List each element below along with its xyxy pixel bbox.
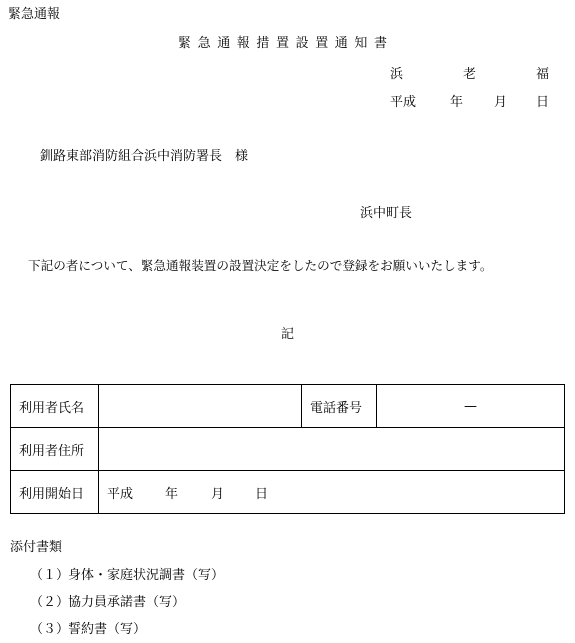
attachment-item bbox=[30, 623, 146, 636]
attachment-item bbox=[30, 596, 185, 609]
start-date-day-unit: 日 bbox=[255, 486, 269, 502]
addressee: 釧路東部消防組合浜中消防署長 様 bbox=[40, 149, 249, 164]
attachment-number: （１） bbox=[30, 568, 70, 583]
phone-label: 電話番号 bbox=[302, 385, 377, 428]
start-date-era: 平成 bbox=[107, 486, 134, 502]
document-title: 緊急通報措置設置通知書 bbox=[178, 36, 394, 51]
phone-field[interactable]: — bbox=[377, 385, 565, 428]
start-date-month-unit: 月 bbox=[211, 486, 225, 502]
attachment-number: （３） bbox=[30, 622, 70, 637]
issue-date-year-unit: 年 bbox=[450, 95, 464, 110]
sender: 浜中町長 bbox=[360, 206, 413, 221]
attachment-item bbox=[30, 569, 224, 582]
table-row-address bbox=[11, 428, 565, 471]
start-date-label: 利用開始日 bbox=[11, 471, 99, 514]
form-label: 緊急通報 bbox=[8, 7, 61, 22]
issuer-part-1: 浜 bbox=[390, 67, 404, 82]
table-row-start-date bbox=[11, 471, 565, 514]
attachment-text: 誓約書（写） bbox=[68, 622, 147, 637]
registration-table bbox=[10, 384, 565, 514]
attachment-number: （２） bbox=[30, 595, 70, 610]
table-row-user-name bbox=[11, 385, 565, 428]
issue-date-era: 平成 bbox=[390, 95, 417, 110]
attachments-heading: 添付書類 bbox=[10, 540, 63, 555]
address-label: 利用者住所 bbox=[11, 428, 99, 471]
start-date-year-unit: 年 bbox=[165, 486, 179, 502]
body-text: 下記の者について、緊急通報装置の設置決定をしたので登録をお願いいたします。 bbox=[28, 258, 493, 273]
address-field[interactable] bbox=[99, 428, 565, 471]
issue-date-month-unit: 月 bbox=[494, 95, 508, 110]
user-name-field[interactable] bbox=[99, 385, 302, 428]
issue-date-day-unit: 日 bbox=[536, 95, 550, 110]
start-date-field[interactable] bbox=[99, 471, 565, 514]
ki-marker: 記 bbox=[281, 327, 295, 342]
issuer-part-2: 老 bbox=[463, 67, 477, 82]
attachment-text: 協力員承諾書（写） bbox=[68, 595, 186, 610]
attachment-text: 身体・家庭状況調書（写） bbox=[68, 568, 225, 583]
user-name-label: 利用者氏名 bbox=[11, 385, 99, 428]
issuer-part-3: 福 bbox=[536, 67, 550, 82]
